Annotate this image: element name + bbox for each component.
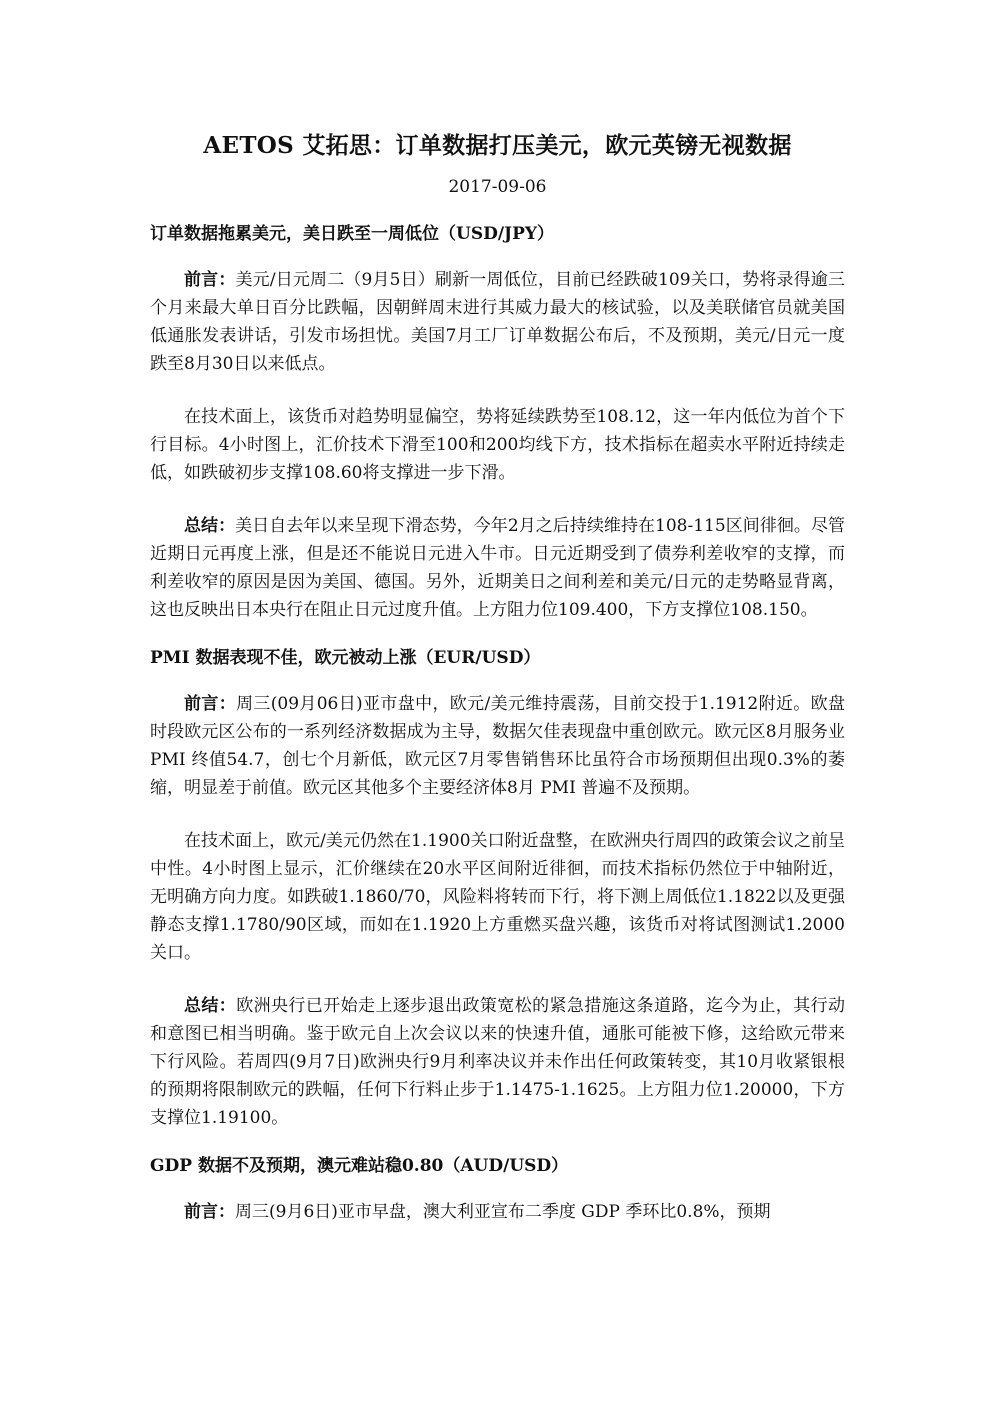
section-heading: PMI 数据表现不佳，欧元被动上涨（EUR/USD）: [150, 648, 541, 668]
paragraph-lead: 前言：: [184, 1202, 235, 1222]
paragraph-text: 周三(9月6日)亚市早盘，澳大利亚宣布二季度 GDP 季环比0.8%，预期: [235, 1202, 771, 1222]
summary-paragraph: [150, 512, 845, 624]
document-title: AETOS 艾拓思：订单数据打压美元，欧元英镑无视数据: [203, 132, 792, 159]
paragraph-lead: 总结：: [184, 516, 236, 536]
technical-paragraph: [150, 403, 845, 487]
paragraph-text: 欧洲央行已开始走上逐步退出政策宽松的紧急措施这条道路，迄今为止，其行动和意图已相当明确。鉴于欧元自上次会议以来的快速升值，通胀可能被下修，这给欧元带来下行风险。若周四(9月7日)欧洲央行9月利率决议并未作出任何政策转变，其10月收紧银根的预期将限制欧元的跌幅，任何下行料止步于1.1475-1.1625。上方阻力位1.20000，下方支撑位1.19100。: [150, 996, 846, 1128]
paragraph-lead: 总结：: [184, 996, 237, 1016]
paragraph-text: 在技术面上，该货币对趋势明显偏空，势将延续跌势至108.12，这一年内低位为首个下行目标。4小时图上，汇价技术下滑至100和200均线下方，技术指标在超卖水平附近持续走低，如跌破初步支撑108.60将支撑进一步下滑。: [150, 407, 845, 483]
technical-paragraph: [150, 827, 845, 967]
section-aud-usd: [150, 1152, 845, 1226]
document-date: 2017-09-06: [448, 177, 547, 197]
paragraph-text: 美元/日元周二（9月5日）刷新一周低位，目前已经跌破109关口，势将录得逾三个月来最大单日百分比跌幅，因朝鲜周末进行其威力最大的核试验，以及美联储官员就美国低通胀发表讲话，引发市场担忧。美国7月工厂订单数据公布后，不及预期，美元/日元一度跌至8月30日以来低点。: [150, 270, 846, 374]
paragraph-text: 美日自去年以来呈现下滑态势，今年2月之后持续维持在108-115区间徘徊。尽管近期日元再度上涨，但是还不能说日元进入牛市。日元近期受到了债券利差收窄的支撑，而利差收窄的原因是因为美国、德国。另外，近期美日之间利差和美元/日元的走势略显背离，这也反映出日本央行在阻止日元过度升值。上方阻力位109.400，下方支撑位108.150。: [150, 516, 845, 620]
paragraph-lead: 前言：: [184, 270, 236, 290]
section-heading: GDP 数据不及预期，澳元难站稳0.80（AUD/USD）: [150, 1156, 569, 1176]
paragraph-text: 在技术面上，欧元/美元仍然在1.1900关口附近盘整，在欧洲央行周四的政策会议之前呈中性。4小时图上显示，汇价继续在20水平区间附近徘徊，而技术指标仍然位于中轴附近，无明确方向力度。如跌破1.1860/70，风险料将转而下行，将下测上周低位1.1822以及更强静态支撑1.1780/90区域，而如在1.1920上方重燃买盘兴趣，该货币对将试图测试1.2000关口。: [150, 831, 845, 963]
paragraph-lead: 前言：: [184, 694, 237, 714]
paragraph-text: 周三(09月06日)亚市盘中，欧元/美元维持震荡，目前交投于1.1912附近。欧盘时段欧元区公布的一系列经济数据成为主导，数据欠佳表现盘中重创欧元。欧元区8月服务业 PMI 终值54.7，创七个月新低，欧元区7月零售销售环比虽符合市场预期但出现0.3%的萎缩，明显差于前值。欧元区其他多个主要经济体8月 PMI 普遍不及预期。: [150, 694, 846, 798]
section-usd-jpy: [150, 220, 845, 624]
section-eur-usd: [150, 644, 845, 1132]
intro-paragraph: [150, 690, 845, 802]
intro-paragraph: [150, 266, 845, 378]
section-heading: 订单数据拖累美元，美日跌至一周低位（USD/JPY）: [150, 224, 555, 244]
document-page: [150, 128, 845, 1226]
summary-paragraph: [150, 992, 845, 1132]
intro-paragraph: [150, 1198, 845, 1226]
